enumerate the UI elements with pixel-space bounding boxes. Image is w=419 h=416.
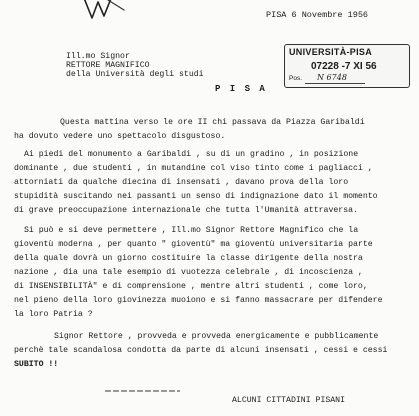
body-line: perchè tale scandalosa condotta da parte di alcuni insensati , cessi e cessi <box>14 346 388 355</box>
body-line: stupidità suscitando nei passanti un senso di indignazione dato il momento <box>14 192 378 201</box>
stamp-underline <box>305 83 365 84</box>
stamp-university: UNIVERSITÀ-PISA <box>289 47 373 57</box>
body-line: Signor Rettore , provveda e provveda energicamente e pubblicamente <box>54 332 379 341</box>
closing-divider <box>105 390 180 392</box>
body-line: di INSENSIBILITÀ" e di comprensione , mentre altri studenti , come loro, <box>14 282 368 291</box>
recipient-city: P I S A <box>215 84 267 94</box>
letter-date: PISA 6 Novembre 1956 <box>266 10 369 20</box>
body-line: SUBITO !! <box>14 360 59 369</box>
body-line: nel pieno della loro giovinezza muoiono e si fanno massacrare per difendere <box>14 296 383 305</box>
body-line: di grave preoccupazione internazionale che tutta l'Umanità attraversa. <box>14 206 358 215</box>
body-line: Ai piedi del monumento a Garibaldi , su di un gradino , in posizione <box>24 150 359 159</box>
body-line: nazione , dia una tale esempio di vuotezza celebrale , di incoscienza , <box>14 268 363 277</box>
stamp-pos-value: N 6748 <box>317 73 347 82</box>
body-line: dominante , due studenti , in mutandine col viso tinto come i pagliacci , <box>14 164 373 173</box>
handwritten-mark <box>78 0 138 26</box>
recipient-institution: della Università degli studi <box>66 70 204 79</box>
body-line: Questa mattina verso le ore II chi passava da Piazza Garibaldi <box>60 118 365 127</box>
recipient-title: RETTORE MAGNIFICO <box>66 61 150 70</box>
body-line: la loro Patria ? <box>14 310 93 319</box>
body-line: gioventù moderna , per quanto " gioventù" ma gioventù universitaria parte <box>14 240 373 249</box>
body-line: ha dovuto vedere uno spettacolo disgustoso. <box>14 132 226 141</box>
stamp-pos-label: Pos. <box>289 75 303 82</box>
recipient-salutation: Ill.mo Signor <box>66 52 130 61</box>
letter-signature: ALCUNI CITTADINI PISANI <box>232 396 346 405</box>
body-line: attorniati da qualche diecina di insensati , davano prova della loro <box>14 178 349 187</box>
protocol-stamp <box>284 44 410 88</box>
body-line: Si può e si deve permettere , Ill.mo Signor Rettore Magnifico che la <box>24 226 359 235</box>
body-line: della quale dovrà un giorno costituire la classe dirigente della nostra <box>14 254 363 263</box>
stamp-protocol-number: 07228 -7 XI 56 <box>311 61 377 72</box>
